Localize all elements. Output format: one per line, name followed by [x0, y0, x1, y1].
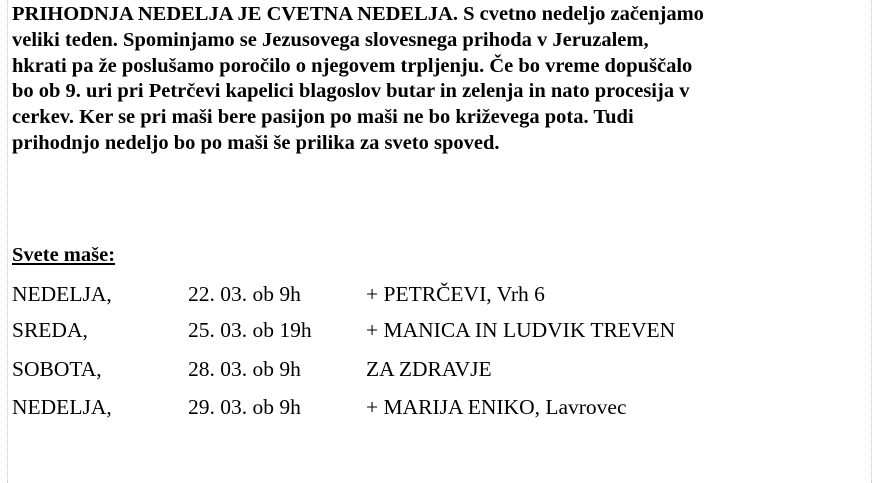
mass-row: [0, 355, 882, 383]
announcement-line: veliki teden. Spominjamo se Jezusovega slovesnega prihoda v Jeruzalem,: [12, 28, 649, 51]
mass-row: [0, 393, 882, 421]
mass-day: SOBOTA,: [12, 357, 102, 381]
mass-day: SREDA,: [12, 318, 88, 342]
announcement-line: PRIHODNJA NEDELJA JE CVETNA NEDELJA. S cvetno nedeljo začenjamo: [12, 3, 704, 25]
mass-date-time: 29. 03. ob 9h: [188, 395, 301, 419]
announcement-paragraph: [12, 2, 868, 157]
mass-intention: + MARIJA ENIKO, Lavrovec: [366, 395, 627, 419]
mass-date-time: 25. 03. ob 19h: [188, 318, 312, 342]
mass-date-time: 22. 03. ob 9h: [188, 282, 301, 306]
mass-row: [0, 280, 882, 308]
announcement-line: bo ob 9. uri pri Petrčevi kapelici blagoslov butar in zelenja in nato procesija v: [12, 80, 690, 103]
mass-day: NEDELJA,: [12, 282, 112, 306]
mass-row: [0, 316, 882, 344]
announcement-line: hkrati pa že poslušamo poročilo o njegovem trpljenju. Če bo vreme dopuščalo: [12, 54, 693, 77]
announcement-line: prihodnjo nedeljo bo po maši še prilika za sveto spoved.: [12, 131, 500, 154]
announcement-line: cerkev. Ker se pri maši bere pasijon po maši ne bo križevega pota. Tudi: [12, 106, 634, 129]
mass-intention: + PETRČEVI, Vrh 6: [366, 282, 545, 306]
mass-date-time: 28. 03. ob 9h: [188, 357, 301, 381]
mass-intention: + MANICA IN LUDVIK TREVEN: [366, 318, 676, 342]
mass-intention: ZA ZDRAVJE: [366, 357, 492, 381]
masses-heading: Svete maše:: [12, 244, 116, 266]
mass-day: NEDELJA,: [12, 395, 112, 419]
